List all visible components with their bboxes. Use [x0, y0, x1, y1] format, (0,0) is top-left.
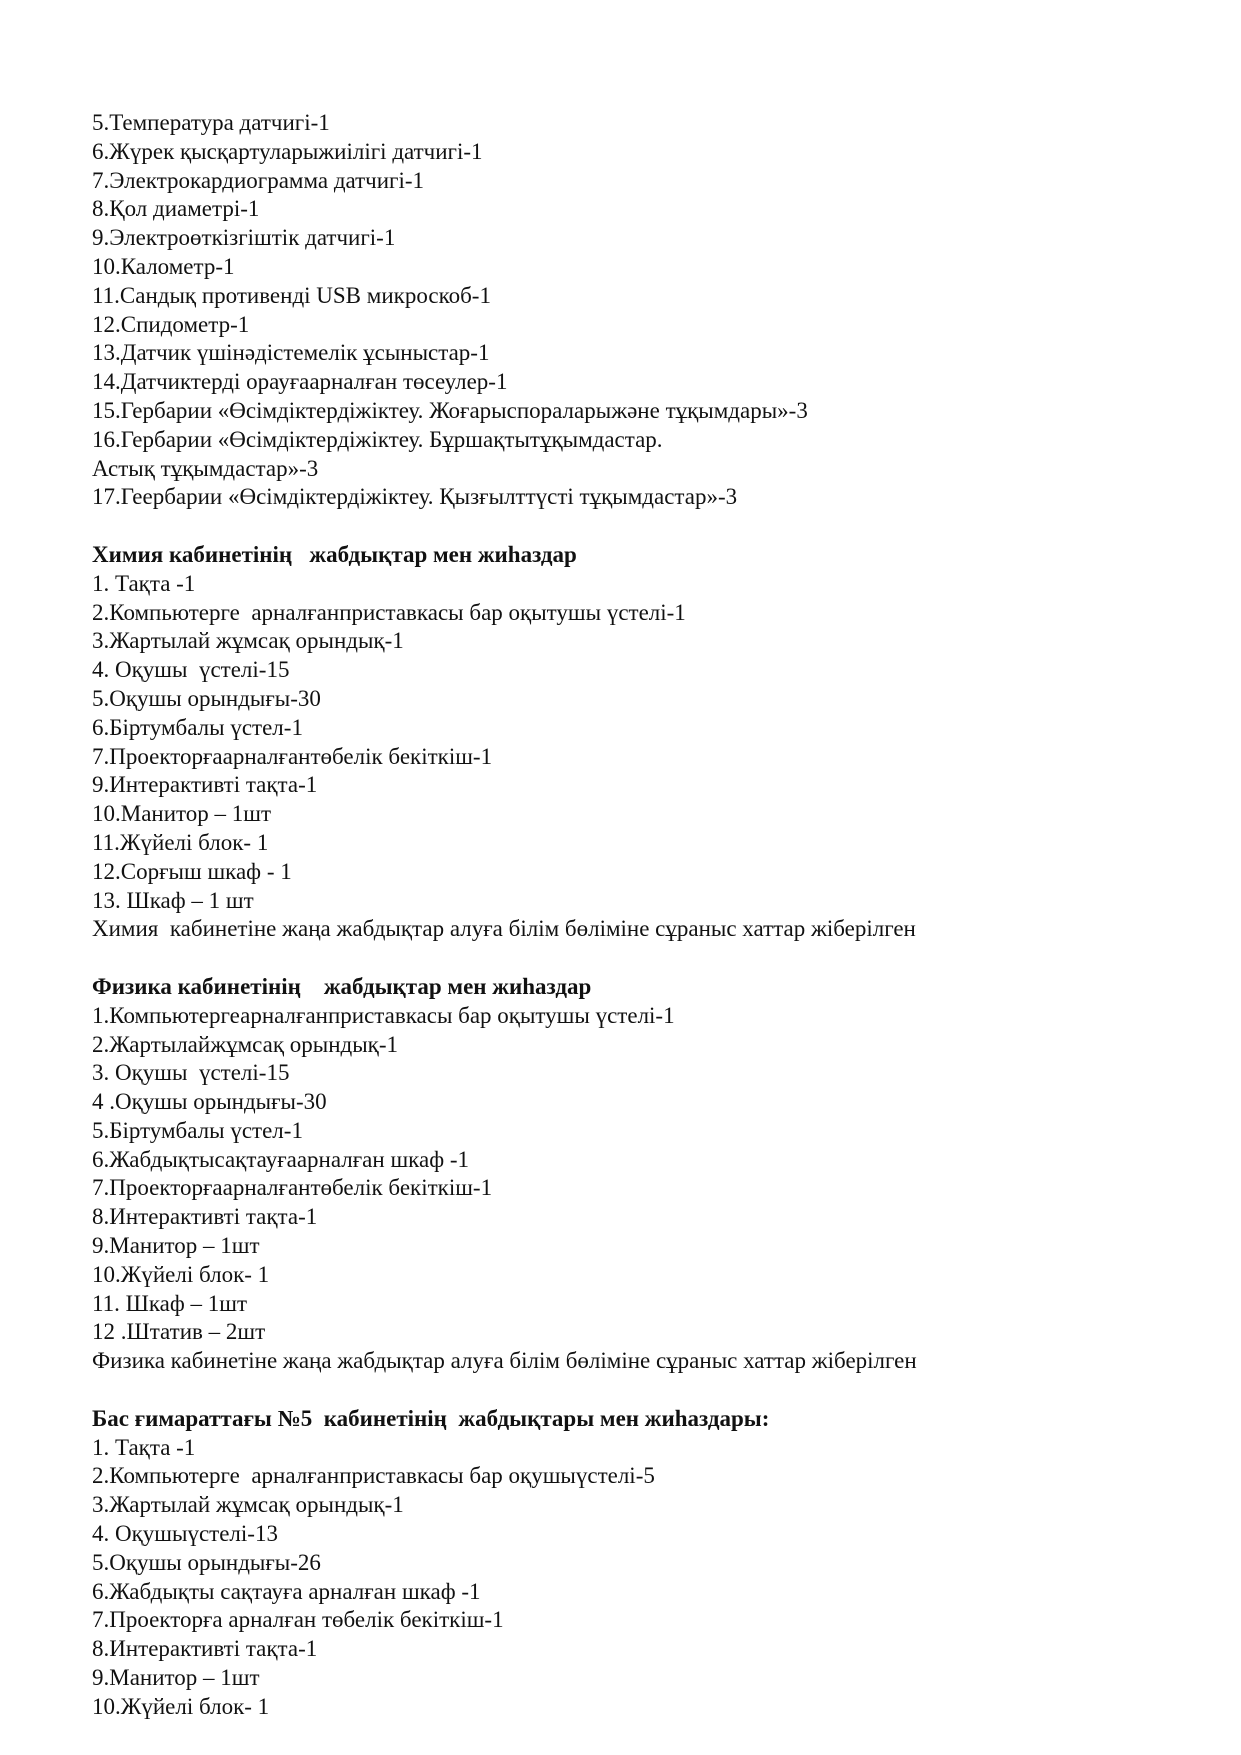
list-item: 7.Проекторғаарналғантөбелік бекіткіш-1 — [92, 1175, 493, 1201]
list-item: 10.Калометр-1 — [92, 253, 235, 279]
list-item: 2.Компьютерге арналғанприставкасы бар оқытушы үстелі-1 — [92, 599, 686, 625]
list-item: 5.Оқушы орындығы-26 — [92, 1549, 321, 1575]
chemistry-note: Химия кабинетіне жаңа жабдықтар алуға білім бөліміне сұраныс хаттар жіберілген — [92, 916, 916, 942]
list-item: 8.Интерактивті тақта-1 — [92, 1636, 318, 1662]
list-item: 4. Оқушы үстелі-15 — [92, 657, 290, 683]
list-item: 6.Біртумбалы үстел-1 — [92, 714, 303, 740]
list-item: 17.Геербарии «Өсімдіктердіжіктеу. Қызғылттүсті тұқымдастар»-3 — [92, 484, 738, 510]
list-item: 1. Тақта -1 — [92, 570, 196, 596]
list-item: 7.Проекторға арналған төбелік бекіткіш-1 — [92, 1607, 504, 1633]
list-item: 9.Интерактивті тақта-1 — [92, 772, 318, 798]
chemistry-heading: Химия кабинетінің жабдықтар мен жиһаздар — [92, 541, 577, 567]
list-item: 6.Жүрек қысқартуларыжиілігі датчигі-1 — [92, 138, 483, 164]
list-item: 4 .Оқушы орындығы-30 — [92, 1089, 327, 1115]
list-item: Астық тұқымдастар»-3 — [92, 455, 319, 481]
list-item: 12.Спидометр-1 — [92, 311, 250, 337]
section-spacer — [92, 512, 1202, 541]
list-item: 6.Жабдықты сақтауға арналған шкаф -1 — [92, 1578, 481, 1604]
list-item: 3.Жартылай жұмсақ орындық-1 — [92, 628, 404, 654]
list-item: 9.Манитор – 1шт — [92, 1665, 260, 1691]
list-item: 1. Тақта -1 — [92, 1434, 196, 1460]
list-item: 4. Оқушыүстелі-13 — [92, 1521, 278, 1547]
list-item: 11.Жүйелі блок- 1 — [92, 829, 269, 855]
list-item: 16.Гербарии «Өсімдіктердіжіктеу. Бұршақтытұқымдастар. — [92, 426, 663, 452]
list-item: 11. Шкаф – 1шт — [92, 1290, 248, 1316]
list-item: 12.Сорғыш шкаф - 1 — [92, 858, 292, 884]
list-item: 2.Жартылайжұмсақ орындық-1 — [92, 1031, 399, 1057]
section-spacer — [92, 944, 1202, 973]
list-item: 6.Жабдықтысақтауғаарналған шкаф -1 — [92, 1146, 470, 1172]
list-item: 3.Жартылай жұмсақ орындық-1 — [92, 1492, 404, 1518]
list-item: 5.Оқушы орындығы-30 — [92, 685, 321, 711]
list-item: 7.Электрокардиограмма датчигі-1 — [92, 167, 425, 193]
list-item: 13.Датчик үшінәдістемелік ұсыныстар-1 — [92, 340, 490, 366]
section-spacer — [92, 1376, 1202, 1405]
list-item: 9.Электроөткізгіштік датчигі-1 — [92, 225, 396, 251]
list-item: 7.Проекторғаарналғантөбелік бекіткіш-1 — [92, 743, 493, 769]
list-item: 11.Сандық противенді USB микроскоб-1 — [92, 282, 491, 308]
list-item: 15.Гербарии «Өсімдіктердіжіктеу. Жоғарыспораларыжәне тұқымдары»-3 — [92, 397, 808, 423]
physics-heading: Физика кабинетінің жабдықтар мен жиһаздар — [92, 973, 592, 999]
list-item: 8.Интерактивті тақта-1 — [92, 1204, 318, 1230]
list-item: 8.Қол диаметрі-1 — [92, 196, 260, 222]
chemistry-section — [92, 541, 1202, 944]
room5-heading: Бас ғимараттағы №5 кабинетінің жабдықтары мен жиһаздары: — [92, 1405, 770, 1431]
list-item: 5.Температура датчигі-1 — [92, 110, 330, 135]
physics-note: Физика кабинетіне жаңа жабдықтар алуға білім бөліміне сұраныс хаттар жіберілген — [92, 1348, 917, 1374]
list-item: 13. Шкаф – 1 шт — [92, 887, 254, 913]
list-item: 10.Жүйелі блок- 1 — [92, 1693, 270, 1719]
document-page — [92, 109, 1202, 1722]
list-item: 12 .Штатив – 2шт — [92, 1319, 266, 1345]
list-item: 10.Жүйелі блок- 1 — [92, 1261, 270, 1287]
list-item: 9.Манитор – 1шт — [92, 1233, 260, 1259]
list-item: 2.Компьютерге арналғанприставкасы бар оқушыүстелі-5 — [92, 1463, 655, 1489]
list-item: 3. Оқушы үстелі-15 — [92, 1060, 290, 1086]
list-item: 5.Біртумбалы үстел-1 — [92, 1117, 303, 1143]
physics-section — [92, 973, 1202, 1376]
biology-equipment-list — [92, 109, 1202, 512]
list-item: 14.Датчиктерді орауғаарналған төсеулер-1 — [92, 369, 508, 395]
list-item: 10.Манитор – 1шт — [92, 801, 272, 827]
list-item: 1.Компьютергеарналғанприставкасы бар оқытушы үстелі-1 — [92, 1002, 675, 1028]
room5-section — [92, 1405, 1202, 1722]
